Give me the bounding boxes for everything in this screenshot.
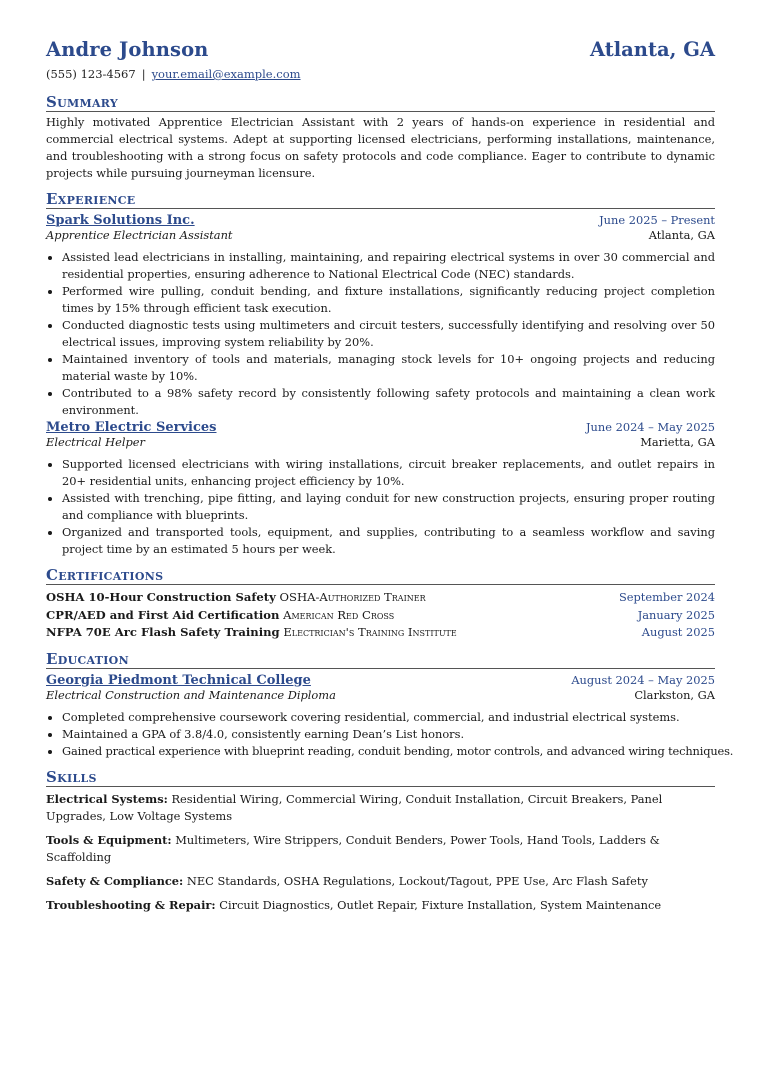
certification-name: OSHA 10-Hour Construction Safety bbox=[46, 590, 276, 604]
skills-heading: Skills bbox=[46, 768, 715, 787]
company-link[interactable]: Spark Solutions Inc. bbox=[46, 213, 195, 228]
bullet-item: • Assisted lead electricians in installing, maintaining, and repairing electrical systems in over 30 commercial and residential properties, ensuring adherence to National Electrical Code (NEC) standards. bbox=[62, 249, 715, 283]
education-dates: August 2024 – May 2025 bbox=[571, 672, 715, 687]
job-role: Electrical Helper bbox=[46, 435, 145, 449]
certification-name: NFPA 70E Arc Flash Safety Training bbox=[46, 625, 280, 639]
certification-issuer: Electrician's Training Institute bbox=[283, 625, 457, 639]
bullet-item: • Supported licensed electricians with wiring installations, circuit breaker replacements, and outlet repairs in 20+ residential units, enhancing project efficiency by 10%. bbox=[62, 456, 715, 490]
certification-date: September 2024 bbox=[618, 590, 715, 604]
bullet-item: • Conducted diagnostic tests using multimeters and circuit testers, successfully identifying and resolving over 50 electrical issues, improving system reliability by 20%. bbox=[62, 317, 715, 351]
certification-date: August 2025 bbox=[641, 625, 715, 639]
candidate-location: Atlanta, GA bbox=[589, 38, 715, 61]
certifications-heading: Certifications bbox=[46, 566, 715, 585]
bullet-item: • Assisted with trenching, pipe fitting, and laying conduit for new construction projects, ensuring proper routing and compliance with blueprints. bbox=[62, 490, 715, 524]
summary-text: Highly motivated Apprentice Electrician Assistant with 2 years of hands-on experience in residential and commercial electrical systems. Adept at supporting licensed electricians, performing installations, maintenance, and troubleshooting with a strong focus on safety protocols and code compliance. Eager to contribute to dynamic projects while pursuing journeyman licensure. bbox=[46, 115, 715, 180]
bullet-item: • Performed wire pulling, conduit bending, and fixture installations, significantly reducing project completion times by 15% through efficient task execution. bbox=[62, 283, 715, 317]
certification-name: CPR/AED and First Aid Certification bbox=[46, 607, 280, 622]
skill-line bbox=[46, 897, 715, 914]
contact-separator: | bbox=[141, 67, 146, 81]
certification-item bbox=[46, 624, 715, 642]
bullet-item: • Maintained a GPA of 3.8/4.0, consistently earning Dean’s List honors. bbox=[62, 726, 715, 743]
certification-item bbox=[46, 589, 715, 607]
job-location: Atlanta, GA bbox=[648, 228, 715, 242]
summary-heading: Summary bbox=[46, 93, 715, 112]
skill-category: Safety & Compliance: bbox=[46, 873, 184, 888]
skill-line bbox=[46, 832, 715, 866]
school-link[interactable]: Georgia Piedmont Technical College bbox=[46, 672, 311, 688]
bullet-item: • Contributed to a 98% safety record by consistently following safety protocols and maintaining a clean work environment. bbox=[62, 385, 715, 419]
job-bullets bbox=[46, 456, 715, 558]
bullet-item: • Gained practical experience with blueprint reading, conduit bending, motor controls, and advanced wiring techniques. bbox=[62, 743, 715, 760]
degree-name: Electrical Construction and Maintenance Diploma bbox=[46, 687, 336, 702]
education-bullets bbox=[46, 709, 734, 760]
resume-page bbox=[46, 38, 734, 914]
job-entry bbox=[46, 420, 715, 558]
skill-line bbox=[46, 873, 715, 890]
job-role: Apprentice Electrician Assistant bbox=[46, 228, 233, 242]
company-link[interactable]: Metro Electric Services bbox=[46, 420, 217, 435]
skill-line bbox=[46, 791, 715, 825]
job-location: Marietta, GA bbox=[640, 435, 715, 449]
resume-header bbox=[46, 38, 715, 61]
job-dates: June 2024 – May 2025 bbox=[585, 420, 715, 434]
skill-values: Residential Wiring, Commercial Wiring, Conduit Installation, Circuit Breakers, Panel Upgrades, Low Voltage Systems bbox=[46, 791, 663, 823]
email-link[interactable]: your.email@example.com bbox=[151, 67, 301, 81]
skill-values: NEC Standards, OSHA Regulations, Lockout/Tagout, PPE Use, Arc Flash Safety bbox=[186, 873, 648, 888]
job-bullets bbox=[46, 249, 715, 419]
phone-number: (555) 123-4567 bbox=[46, 67, 136, 81]
skill-category: Troubleshooting & Repair: bbox=[46, 897, 216, 912]
skill-category: Electrical Systems: bbox=[46, 791, 168, 806]
certifications-list bbox=[46, 589, 715, 642]
school-location: Clarkston, GA bbox=[634, 687, 715, 702]
job-dates: June 2025 – Present bbox=[599, 213, 715, 227]
bullet-item: • Maintained inventory of tools and materials, managing stock levels for 10+ ongoing projects and reducing material waste by 10%. bbox=[62, 351, 715, 385]
skill-category: Tools & Equipment: bbox=[46, 832, 172, 847]
skill-values: Circuit Diagnostics, Outlet Repair, Fixture Installation, System Maintenance bbox=[219, 897, 662, 912]
job-entry bbox=[46, 213, 715, 419]
candidate-name: Andre Johnson bbox=[46, 38, 209, 61]
contact-line bbox=[46, 67, 715, 81]
certification-item bbox=[46, 607, 715, 625]
education-entry bbox=[46, 672, 734, 760]
experience-heading: Experience bbox=[46, 190, 715, 209]
certification-date: January 2025 bbox=[637, 607, 715, 622]
skill-values: Multimeters, Wire Strippers, Conduit Benders, Power Tools, Hand Tools, Ladders & Scaffolding bbox=[46, 832, 660, 864]
certification-issuer: American Red Cross bbox=[283, 607, 395, 622]
education-heading: Education bbox=[46, 650, 715, 669]
bullet-item: • Completed comprehensive coursework covering residential, commercial, and industrial electrical systems. bbox=[62, 709, 715, 726]
bullet-item: • Organized and transported tools, equipment, and supplies, contributing to a seamless workflow and saving project time by an estimated 5 hours per week. bbox=[62, 524, 715, 558]
certification-issuer: OSHA-Authorized Trainer bbox=[279, 590, 426, 604]
